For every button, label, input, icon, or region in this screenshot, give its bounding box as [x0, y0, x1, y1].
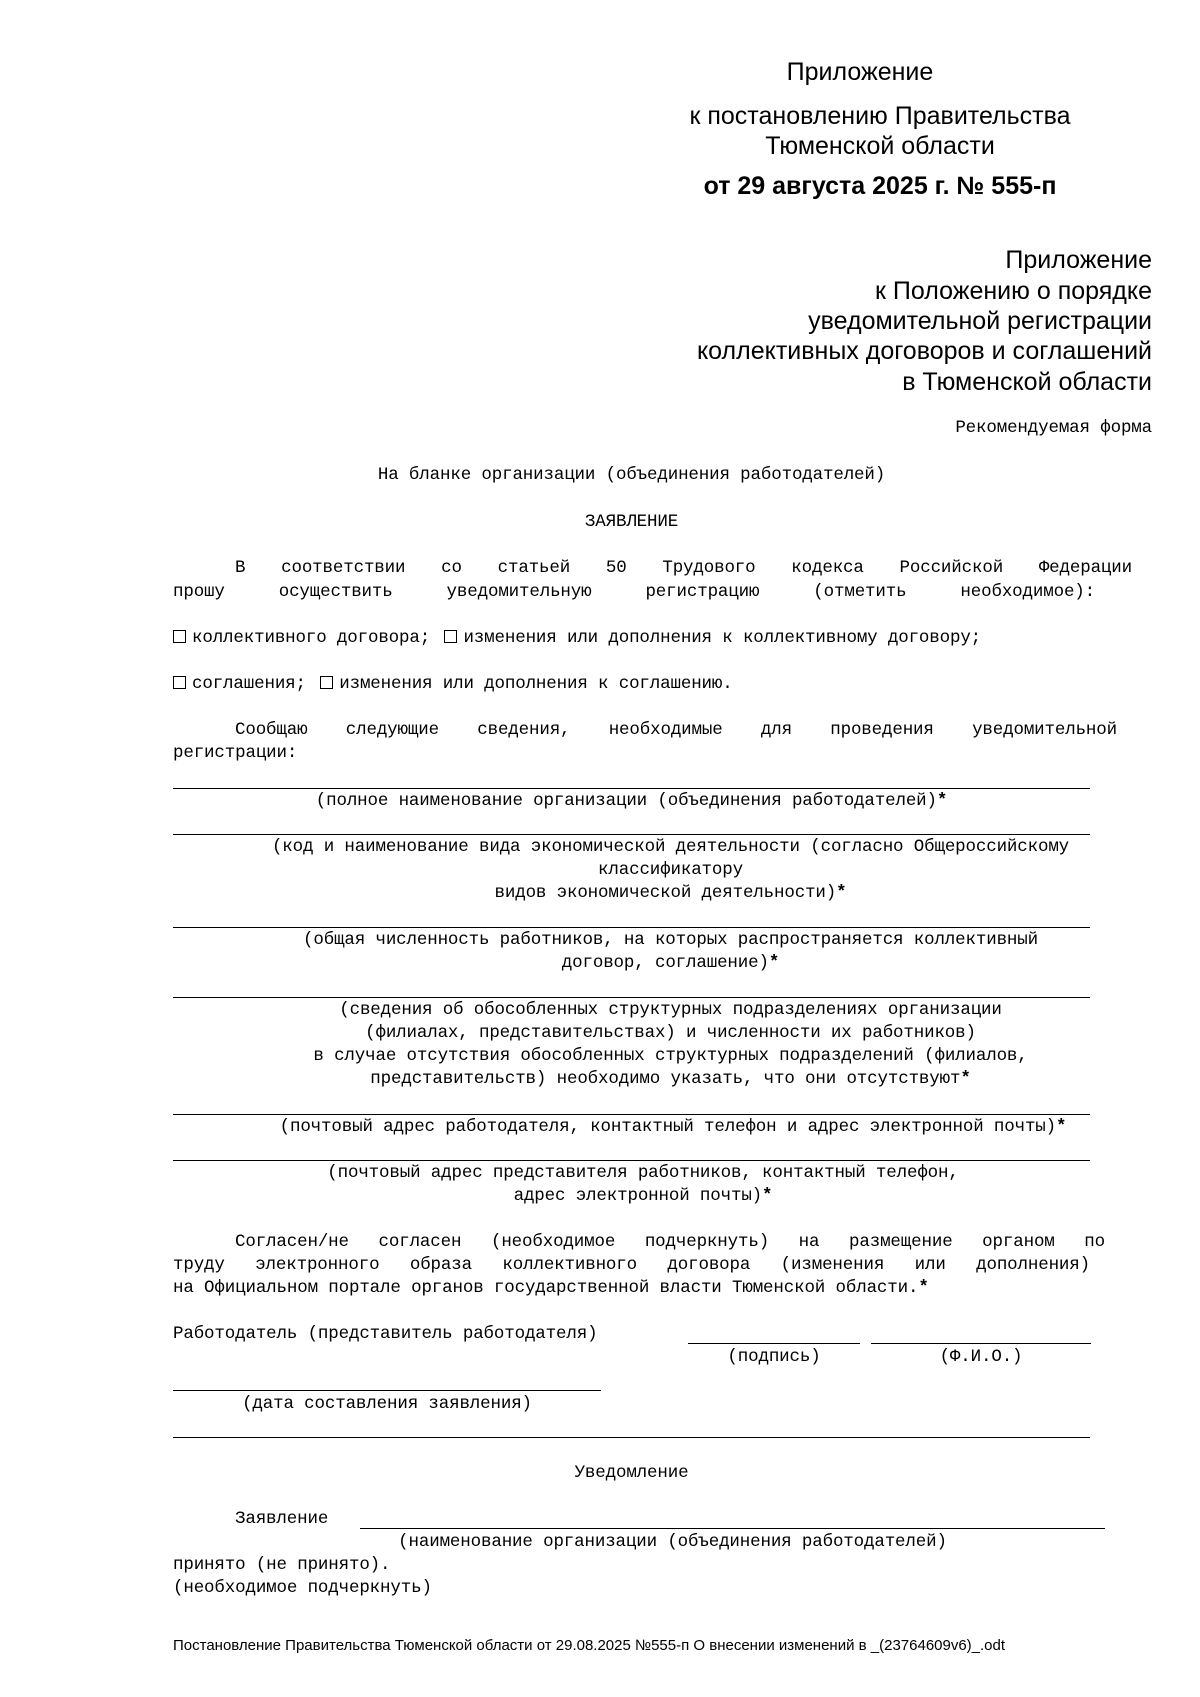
date-field[interactable] — [173, 1390, 601, 1391]
regulation-appendix-title: Приложение — [1005, 246, 1152, 274]
signature-caption: (подпись) — [727, 1347, 821, 1367]
org-name-caption: (полное наименование организации (объединения работодателей)* — [315, 791, 948, 811]
regulation-appendix-line-1: к Положению о порядке — [875, 277, 1152, 305]
employee-count-caption-line-2: договор, соглашение)* — [561, 953, 780, 973]
notice-org-field[interactable] — [360, 1528, 1105, 1529]
info-intro-line-1: Сообщаю следующие сведения, необходимые для проведения уведомительной — [235, 720, 1117, 740]
checkbox-accord-amendments[interactable] — [320, 676, 333, 689]
activity-code-caption-line-3: видов экономической деятельности)* — [494, 883, 847, 903]
consent-line-3: на Официальном портале органов государственной власти Тюменской области.* — [173, 1278, 929, 1298]
checkbox-collective-agreement[interactable] — [173, 630, 186, 643]
org-name-field[interactable] — [173, 788, 1090, 789]
option-collective-agreement: коллективного договора; — [192, 628, 431, 648]
employee-count-caption-line-1: (общая численность работников, на которых распространяется коллективный — [303, 930, 1038, 950]
options-row-1 — [173, 627, 981, 650]
option-accord-amendments: изменения или дополнения к соглашению. — [339, 674, 733, 694]
statement-label: Заявление — [235, 1509, 329, 1529]
underline-note: (необходимое подчеркнуть) — [173, 1578, 432, 1598]
checkbox-accord[interactable] — [173, 676, 186, 689]
section-divider — [173, 1437, 1090, 1438]
activity-code-caption-line-1: (код и наименование вида экономической деятельности (согласно Общероссийскому — [271, 837, 1070, 857]
appendix-title: Приложение — [786, 58, 934, 86]
letterhead-note: На бланке организации (объединения работодателей) — [377, 465, 886, 485]
info-intro-line-2: регистрации: — [173, 743, 298, 763]
full-name-caption: (Ф.И.О.) — [939, 1347, 1023, 1367]
document-footer: Постановление Правительства Тюменской области от 29.08.2025 №555-п О внесении изменений в _(23764609v6)_.odt — [173, 1637, 1006, 1654]
consent-line-1: Согласен/не согласен (необходимое подчеркнуть) на размещение органом по — [235, 1232, 1105, 1252]
appendix-line-2: Тюменской области — [765, 132, 995, 160]
accepted-text: принято (не принято). — [173, 1555, 391, 1575]
activity-code-field[interactable] — [173, 834, 1090, 835]
employer-label: Работодатель (представитель работодателя) — [173, 1324, 598, 1344]
workers-rep-caption-line-1: (почтовый адрес представителя работников, контактный телефон, — [327, 1163, 959, 1183]
employee-count-field[interactable] — [173, 927, 1090, 928]
branches-field[interactable] — [173, 997, 1090, 998]
workers-rep-contacts-field[interactable] — [173, 1160, 1090, 1161]
regulation-appendix-line-2: уведомительной регистрации — [808, 307, 1152, 335]
branches-caption-line-1: (сведения об обособленных структурных подразделениях организации — [339, 1000, 1002, 1020]
option-accord: соглашения; — [192, 674, 306, 694]
document-title: ЗАЯВЛЕНИЕ — [584, 512, 679, 532]
consent-line-2: труду электронного образа коллективного договора (изменения или дополнения) — [173, 1255, 1090, 1275]
employer-contacts-field[interactable] — [173, 1114, 1090, 1115]
full-name-field[interactable] — [871, 1343, 1091, 1344]
branches-caption-line-3: в случае отсутствия обособленных структурных подразделений (филиалов, — [313, 1046, 1028, 1066]
appendix-line-1: к постановлению Правительства — [689, 102, 1071, 130]
signature-field[interactable] — [688, 1343, 860, 1344]
intro-line-1: В соответствии со статьей 50 Трудового кодекса Российской Федерации — [235, 558, 1132, 578]
employer-contacts-caption: (почтовый адрес работодателя, контактный телефон и адрес электронной почты)* — [279, 1117, 1067, 1137]
decree-number: от 29 августа 2025 г. № 555-п — [703, 172, 1057, 200]
checkbox-agreement-amendments[interactable] — [444, 630, 457, 643]
activity-code-caption-line-2: классификатору — [598, 860, 743, 880]
date-caption: (дата составления заявления) — [242, 1394, 532, 1414]
intro-line-2: прошу осуществить уведомительную регистрацию (отметить необходимое): — [173, 582, 1095, 602]
options-row-2 — [173, 673, 733, 696]
workers-rep-caption-line-2: адрес электронной почты)* — [513, 1186, 773, 1206]
regulation-appendix-line-4: в Тюменской области — [902, 368, 1152, 396]
regulation-appendix-line-3: коллективных договоров и соглашений — [696, 337, 1152, 365]
notice-title: Уведомление — [574, 1463, 689, 1483]
form-type: Рекомендуемая форма — [955, 418, 1152, 438]
notice-org-caption: (наименование организации (объединения работодателей) — [398, 1532, 947, 1552]
branches-caption-line-2: (филиалах, представительствах) и численности их работников) — [365, 1023, 976, 1043]
option-agreement-amendments: изменения или дополнения к коллективному договору; — [463, 628, 982, 648]
branches-caption-line-4: представительств) необходимо указать, что они отсутствуют* — [370, 1069, 971, 1089]
